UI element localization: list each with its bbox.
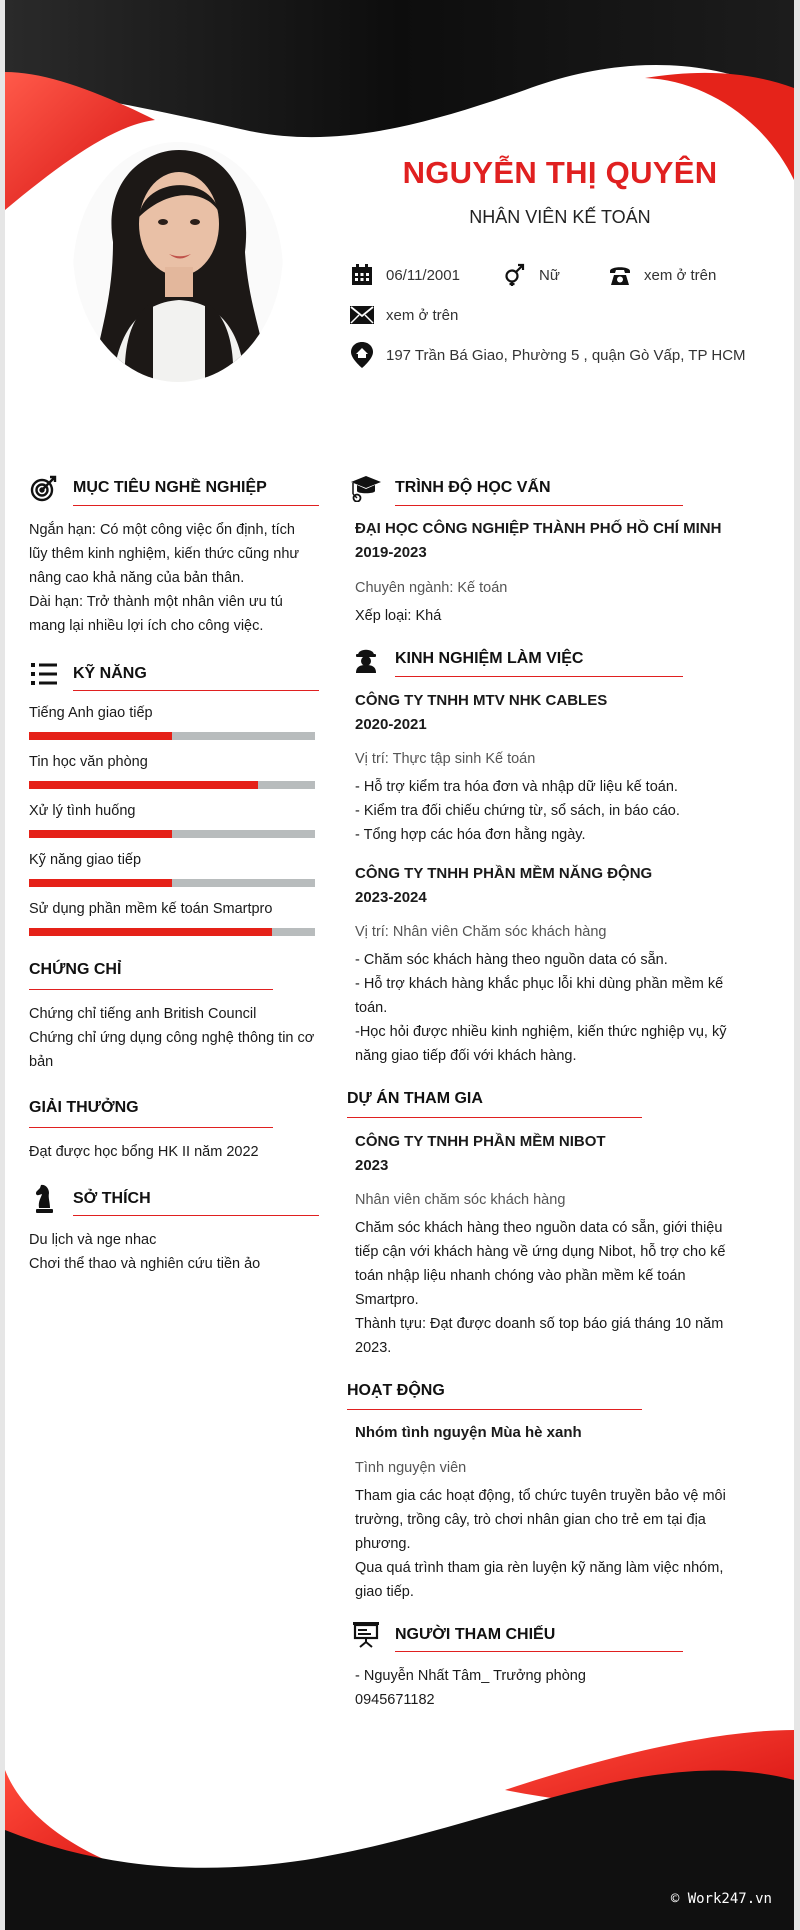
job-years: 2023-2024 [355,889,427,906]
gender-info [503,263,560,287]
activity-line: giao tiếp. [355,1584,414,1600]
skills-underline [73,690,319,691]
job-duty-line: - Tổng hợp các hóa đơn hằng ngày. [355,827,586,843]
project-line: 2023. [355,1340,392,1356]
skill-label: Kỹ năng giao tiếp [29,852,142,868]
objective-line: lũy thêm kinh nghiệm, kiến thức cũng như [29,546,300,562]
activity-line: trường, trồng cây, trò chơi nhân gian cho trẻ em tại địa [355,1512,706,1528]
worker-icon [351,644,381,674]
skill-bar [29,830,315,838]
job-company: CÔNG TY TNHH MTV NHK CABLES [355,692,608,709]
education-major: Chuyên ngành: Kế toán [355,580,508,596]
skills-heading [29,659,147,689]
skill-label: Tin học văn phòng [29,754,148,770]
objective-heading-text: MỤC TIÊU NGHỀ NGHIỆP [73,479,267,496]
certificates-heading-text: CHỨNG CHỈ [29,961,122,978]
skill-bar-fill [29,781,258,789]
awards-heading [29,1099,139,1117]
dob-text: 06/11/2001 [386,266,460,284]
experience-heading-text: KINH NGHIỆM LÀM VIỆC [395,650,584,667]
email-info [350,303,458,327]
hobbies-underline [73,1215,319,1216]
location-pin-icon [350,343,374,367]
certificate-line: Chứng chỉ ứng dụng công nghệ thông tin cơ [29,1030,315,1046]
project-line: Chăm sóc khách hàng theo nguồn data có sẵn, giới thiệu [355,1220,723,1236]
hobby-line: Chơi thể thao và nghiên cứu tiền ảo [29,1256,261,1272]
gender-text: Nữ [539,266,560,284]
calendar-icon [350,263,374,287]
graduation-cap-icon [351,473,381,503]
skills-heading-text: KỸ NĂNG [73,665,147,682]
certificates-underline [29,989,273,990]
skill-bar-fill [29,830,172,838]
skill-bar [29,879,315,887]
phone-icon [608,263,632,287]
references-underline [395,1651,683,1652]
activity-line: Qua quá trình tham gia rèn luyện kỹ năng làm việc nhóm, [355,1560,724,1576]
education-heading [351,473,551,503]
copyright-text: © Work247.vn [670,1891,772,1907]
skill-label: Sử dụng phần mềm kế toán Smartpro [29,901,273,917]
hobbies-text [29,1228,329,1276]
project-year: 2023 [355,1157,389,1174]
target-icon [29,473,59,503]
projects-heading [347,1090,483,1108]
reference-line: - Nguyễn Nhất Tâm_ Trưởng phòng [355,1668,586,1684]
activity-role: Tình nguyện viên [355,1460,467,1476]
job-title: NHÂN VIÊN KẾ TOÁN [469,207,651,227]
project-description [355,1216,765,1360]
activity-description [355,1484,765,1604]
experience-underline [395,676,683,677]
objective-underline [73,505,319,506]
presentation-board-icon [351,1620,381,1650]
job-duty-line: - Chăm sóc khách hàng theo nguồn data có sẵn. [355,952,668,968]
references-heading [351,1620,555,1650]
education-underline [395,505,683,506]
skill-label: Xử lý tình huống [29,803,136,819]
project-line: Thành tựu: Đạt được doanh số top báo giá tháng 10 năm [355,1316,724,1332]
skill-bar [29,732,315,740]
job-duty-line: toán. [355,1000,388,1016]
objective-text [29,518,329,638]
project-line: toán nhập liệu nhanh chóng vào phần mềm kế toán [355,1268,686,1284]
awards-underline [29,1127,273,1128]
reference-line: 0945671182 [355,1692,435,1708]
skill-label: Tiếng Anh giao tiếp [29,705,153,721]
references-heading-text: NGƯỜI THAM CHIẾU [395,1626,556,1643]
address-text: 197 Trần Bá Giao, Phường 5 , quận Gò Vấp, TP HCM [386,346,746,364]
certificate-line: Chứng chỉ tiếng anh British Council [29,1006,257,1022]
education-years: 2019-2023 [355,544,427,561]
job-years: 2020-2021 [355,716,427,733]
list-icon [29,659,59,689]
envelope-icon [350,303,374,327]
experience-heading [351,644,583,674]
job-duty-line: - Hỗ trợ khách hàng khắc phục lỗi khi dùng phần mềm kế [355,976,724,992]
skill-bar [29,781,315,789]
skill-bar-fill [29,732,172,740]
dob-info [350,263,460,287]
projects-underline [347,1117,642,1118]
gender-icon [503,263,527,287]
profile-photo [73,122,283,382]
education-heading-text: TRÌNH ĐỘ HỌC VẤN [395,479,551,496]
certificates-text [29,1002,329,1074]
activity-org: Nhóm tình nguyện Mùa hè xanh [355,1424,582,1441]
activities-heading-text: HOẠT ĐỘNG [347,1382,445,1399]
skill-bar-fill [29,928,272,936]
candidate-name: NGUYỄN THỊ QUYÊN [402,155,718,190]
project-line: Smartpro. [355,1292,419,1308]
activities-underline [347,1409,642,1410]
projects-heading-text: DỰ ÁN THAM GIA [347,1090,483,1107]
chess-knight-icon [29,1184,59,1214]
objective-line: Dài hạn: Trở thành một nhân viên ưu tú [29,594,283,610]
objective-line: Ngắn hạn: Có một công việc ổn định, tích [29,522,295,538]
objective-heading [29,473,267,503]
job-position: Vị trí: Thực tập sinh Kế toán [355,751,536,767]
education-grade: Xếp loại: Khá [355,608,442,624]
activity-line: phương. [355,1536,411,1552]
job-duty-line: - Kiểm tra đối chiếu chứng từ, sổ sách, in báo cáo. [355,803,680,819]
phone-info [608,263,716,287]
job-duties [355,948,765,1068]
award-line: Đạt được học bổng HK II năm 2022 [29,1144,259,1160]
project-company: CÔNG TY TNHH PHẦN MỀM NIBOT [355,1133,606,1150]
project-line: tiếp cận với khách hàng về ứng dụng Nibot, hỗ trợ cho kế [355,1244,726,1260]
activities-heading [347,1382,445,1400]
job-duties [355,775,765,847]
certificates-heading [29,961,121,979]
job-position: Vị trí: Nhân viên Chăm sóc khách hàng [355,924,607,940]
job-company: CÔNG TY TNHH PHẦN MỀM NĂNG ĐỘNG [355,865,653,882]
hobbies-heading-text: SỞ THÍCH [73,1190,151,1207]
job-duty-line: - Hỗ trợ kiểm tra hóa đơn và nhập dữ liệu kế toán. [355,779,678,795]
cv-page [5,0,794,1930]
phone-text: xem ở trên [644,266,717,284]
email-text: xem ở trên [386,306,459,324]
activity-line: Tham gia các hoạt động, tổ chức tuyên truyền bảo vệ môi [355,1488,726,1504]
hobby-line: Du lịch và nge nhac [29,1232,157,1248]
address-info [350,343,746,367]
awards-text [29,1140,329,1164]
hobbies-heading [29,1184,151,1214]
job-duty-line: năng giao tiếp đối với khách hàng. [355,1048,577,1064]
education-school: ĐẠI HỌC CÔNG NGHIỆP THÀNH PHỐ HỒ CHÍ MINH [355,520,722,537]
project-role: Nhân viên chăm sóc khách hàng [355,1192,566,1208]
job-duty-line: -Học hỏi được nhiều kinh nghiệm, kiến thức nghiệp vụ, kỹ [355,1024,727,1040]
skill-bar-fill [29,879,172,887]
certificate-line: bản [29,1054,54,1070]
objective-line: nâng cao khả năng của bản thân. [29,570,245,586]
awards-heading-text: GIẢI THƯỞNG [29,1099,139,1116]
objective-line: mang lại nhiều lợi ích cho công việc. [29,618,264,634]
skill-bar [29,928,315,936]
